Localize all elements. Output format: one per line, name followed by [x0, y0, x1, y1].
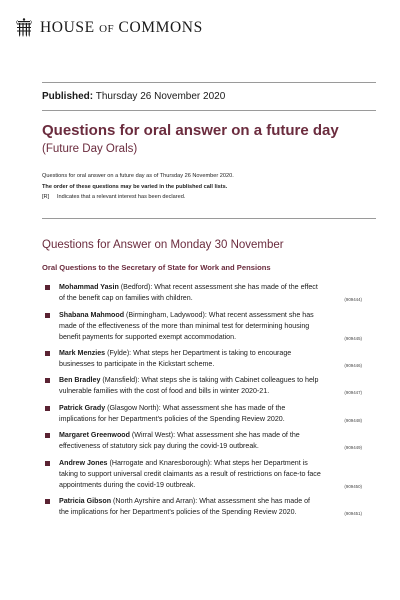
intro-key-tag: [R]: [42, 194, 50, 200]
bullet-icon: [45, 406, 50, 411]
bullet-icon: [45, 433, 50, 438]
question-item: [42, 403, 362, 425]
question-text: [59, 310, 321, 343]
intro-key-text: Indicates that a relevant interest has been declared.: [57, 194, 186, 200]
question-item: [42, 282, 362, 304]
question-ref: (909445): [344, 336, 362, 341]
question-ref: (909451): [344, 511, 362, 516]
question-ref: (909449): [344, 445, 362, 450]
question-body: (Harrogate and Knaresborough): What steps her Department is taking to support universal credit claimants as a result of restrictions on face-to face appointments during the covid-19 outbreak.: [59, 459, 321, 489]
question-member: Margaret Greenwood: [59, 431, 130, 439]
question-item: [42, 375, 362, 397]
question-ref: (909444): [344, 297, 362, 302]
question-text: [59, 403, 321, 425]
question-item: [42, 310, 362, 343]
question-member: Mohammad Yasin: [59, 283, 119, 291]
intro-divider: [42, 218, 376, 219]
question-member: Patricia Gibson: [59, 497, 112, 505]
question-text: [59, 375, 321, 397]
house-of-commons-logo: [16, 18, 203, 38]
question-body: (Bedford): What recent assessment she has made of the effect of the benefit cap on families with children.: [59, 283, 318, 302]
house-name: [40, 19, 203, 37]
section-heading: Questions for Answer on Monday 30 November: [42, 239, 284, 251]
question-ref: (909446): [344, 363, 362, 368]
published-date: Thursday 26 November 2020: [95, 91, 226, 102]
question-ref: (909450): [344, 484, 362, 489]
portcullis-icon: [16, 18, 32, 38]
question-body: (Wirral West): What assessment she has made of the effectiveness of statutory sick pay during the covid-19 outbreak.: [59, 431, 300, 450]
question-item: [42, 430, 362, 452]
question-member: Ben Bradley: [59, 376, 101, 384]
house-title-of: OF: [99, 23, 115, 35]
question-ref: (909447): [344, 390, 362, 395]
published-label: Published:: [42, 91, 94, 102]
question-body: (Birmingham, Ladywood): What recent assessment she has made of the effectiveness of the more than minimal test for determining housing benefit payments for supported exempt accommodation.: [59, 311, 314, 341]
question-item: [42, 496, 362, 518]
question-member: Mark Menzies: [59, 349, 106, 357]
question-item: [42, 348, 362, 370]
bullet-icon: [45, 351, 50, 356]
document-title: Questions for oral answer on a future day: [42, 122, 339, 139]
intro-line-1: Questions for oral answer on a future day as of Thursday 26 November 2020.: [42, 173, 234, 179]
bullet-icon: [45, 285, 50, 290]
question-text: [59, 282, 321, 304]
question-body: (Mansfield): What steps she is taking with Cabinet colleagues to help vulnerable families with the cost of food and bills in winter 2020-21.: [59, 376, 319, 395]
published-line: [42, 91, 225, 102]
bullet-icon: [45, 499, 50, 504]
question-body: (Glasgow North): What assessment she has made of the implications for her Department's policies of the Spending Review 2020.: [59, 404, 286, 423]
bullet-icon: [45, 313, 50, 318]
published-divider: [42, 110, 376, 111]
question-text: [59, 348, 321, 370]
question-member: Patrick Grady: [59, 404, 106, 412]
question-ref: (909448): [344, 418, 362, 423]
house-title-suffix: COMMONS: [118, 19, 203, 36]
question-body: (North Ayrshire and Arran): What assessment she has made of the implications for her Department's policies of the Spending Review 2020.: [59, 497, 311, 516]
question-text: [59, 496, 321, 518]
document-subtitle: (Future Day Orals): [42, 143, 138, 155]
question-member: Shabana Mahmood: [59, 311, 125, 319]
question-text: [59, 430, 321, 452]
house-title-prefix: HOUSE: [40, 19, 95, 36]
question-body: (Fylde): What steps her Department is taking to encourage businesses to participate in the Kickstart scheme.: [59, 349, 292, 368]
bullet-icon: [45, 378, 50, 383]
question-item: [42, 458, 362, 491]
bullet-icon: [45, 461, 50, 466]
intro-line-2: The order of these questions may be varied in the published call lists.: [42, 183, 228, 190]
group-heading: Oral Questions to the Secretary of State for Work and Pensions: [42, 263, 271, 272]
intro-key: [42, 192, 234, 203]
question-member: Andrew Jones: [59, 459, 108, 467]
intro-block: [42, 171, 234, 203]
question-text: [59, 458, 321, 491]
top-divider: [42, 82, 376, 83]
